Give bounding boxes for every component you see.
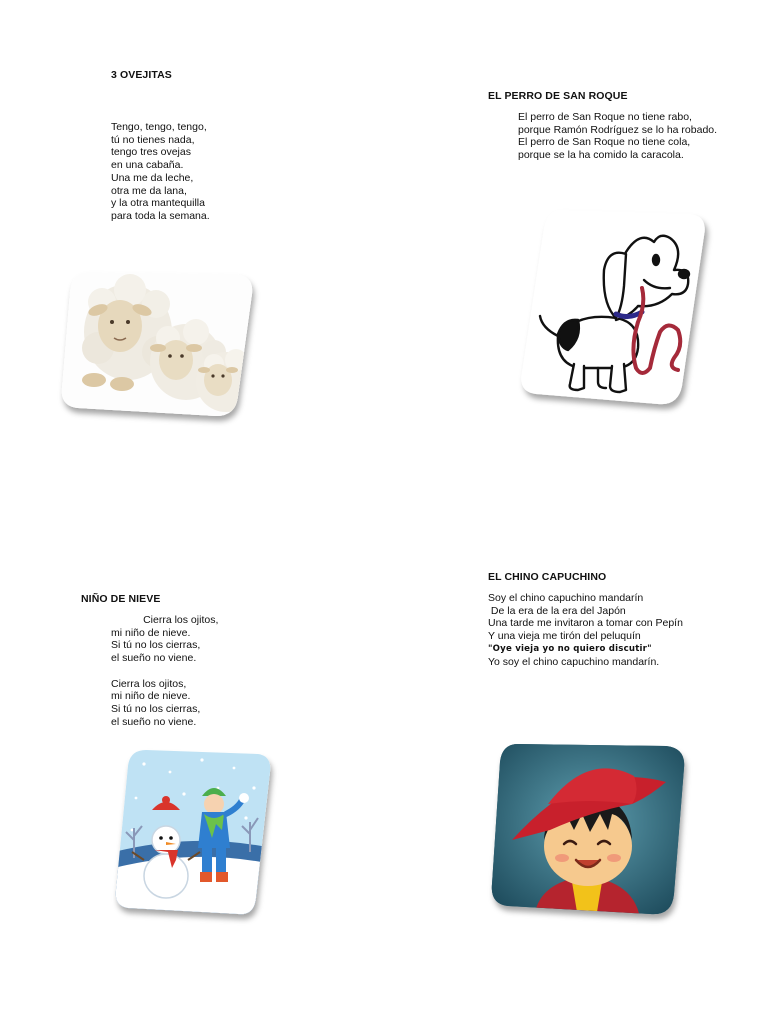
poem-quote-line: "Oye vieja yo no quiero discutir" (488, 643, 652, 654)
poem-line: De la era de la era del Japón (488, 604, 626, 617)
poem-line: y la otra mantequilla (111, 197, 205, 210)
poem-body-ovejitas (111, 121, 210, 223)
poem-line: mi niño de nieve. (111, 626, 191, 639)
dog-illustration (518, 208, 708, 408)
poem-title-chino-capuchino: EL CHINO CAPUCHINO (488, 571, 607, 583)
snowman-illustration (114, 748, 272, 918)
poem-line: el sueño no viene. (111, 715, 197, 728)
poem-title-perro: EL PERRO DE SAN ROQUE (488, 90, 628, 102)
poem-line: Si tú no los cierras, (111, 702, 201, 715)
poem-title-nino-de-nieve: NIÑO DE NIEVE (81, 593, 161, 605)
poem-line: en una cabaña. (111, 159, 184, 172)
poem-line: porque se la ha comido la caracola. (518, 149, 684, 162)
poem-line: mi niño de nieve. (111, 690, 191, 703)
poem-line: Una me da leche, (111, 171, 194, 184)
poem-line: para toda la semana. (111, 209, 210, 222)
poem-line: Yo soy el chino capuchino mandarín. (488, 655, 660, 668)
poem-line: porque Ramón Rodríguez se lo ha robado. (518, 123, 718, 136)
poem-line: El perro de San Roque no tiene cola, (518, 136, 691, 149)
poem-line: el sueño no viene. (111, 652, 197, 665)
poem-line: Soy el chino capuchino mandarín (488, 592, 644, 604)
poem-line: Una tarde me invitaron a tomar con Pepín (488, 617, 683, 630)
poem-line: tengo tres ovejas (111, 146, 191, 159)
poem-line: tú no tienes nada, (111, 133, 195, 146)
poem-line: otra me da lana, (111, 184, 187, 197)
poem-body-chino-capuchino (488, 592, 683, 668)
poem-body-nino-de-nieve (111, 614, 218, 728)
sheep-illustration (58, 268, 254, 418)
poem-line: Si tú no los cierras, (111, 639, 201, 652)
poem-line: Y una vieja me tirón del peluquín (488, 630, 641, 643)
poem-line: Tengo, tengo, tengo, (111, 121, 207, 133)
poem-line: El perro de San Roque no tiene rabo, (518, 111, 692, 123)
poem-line: Cierra los ojitos, (111, 614, 219, 626)
poem-body-perro (518, 111, 717, 162)
poem-title-ovejitas: 3 OVEJITAS (111, 69, 172, 81)
poem-line: Cierra los ojitos, (111, 677, 187, 690)
chinese-boy-illustration (490, 742, 686, 918)
